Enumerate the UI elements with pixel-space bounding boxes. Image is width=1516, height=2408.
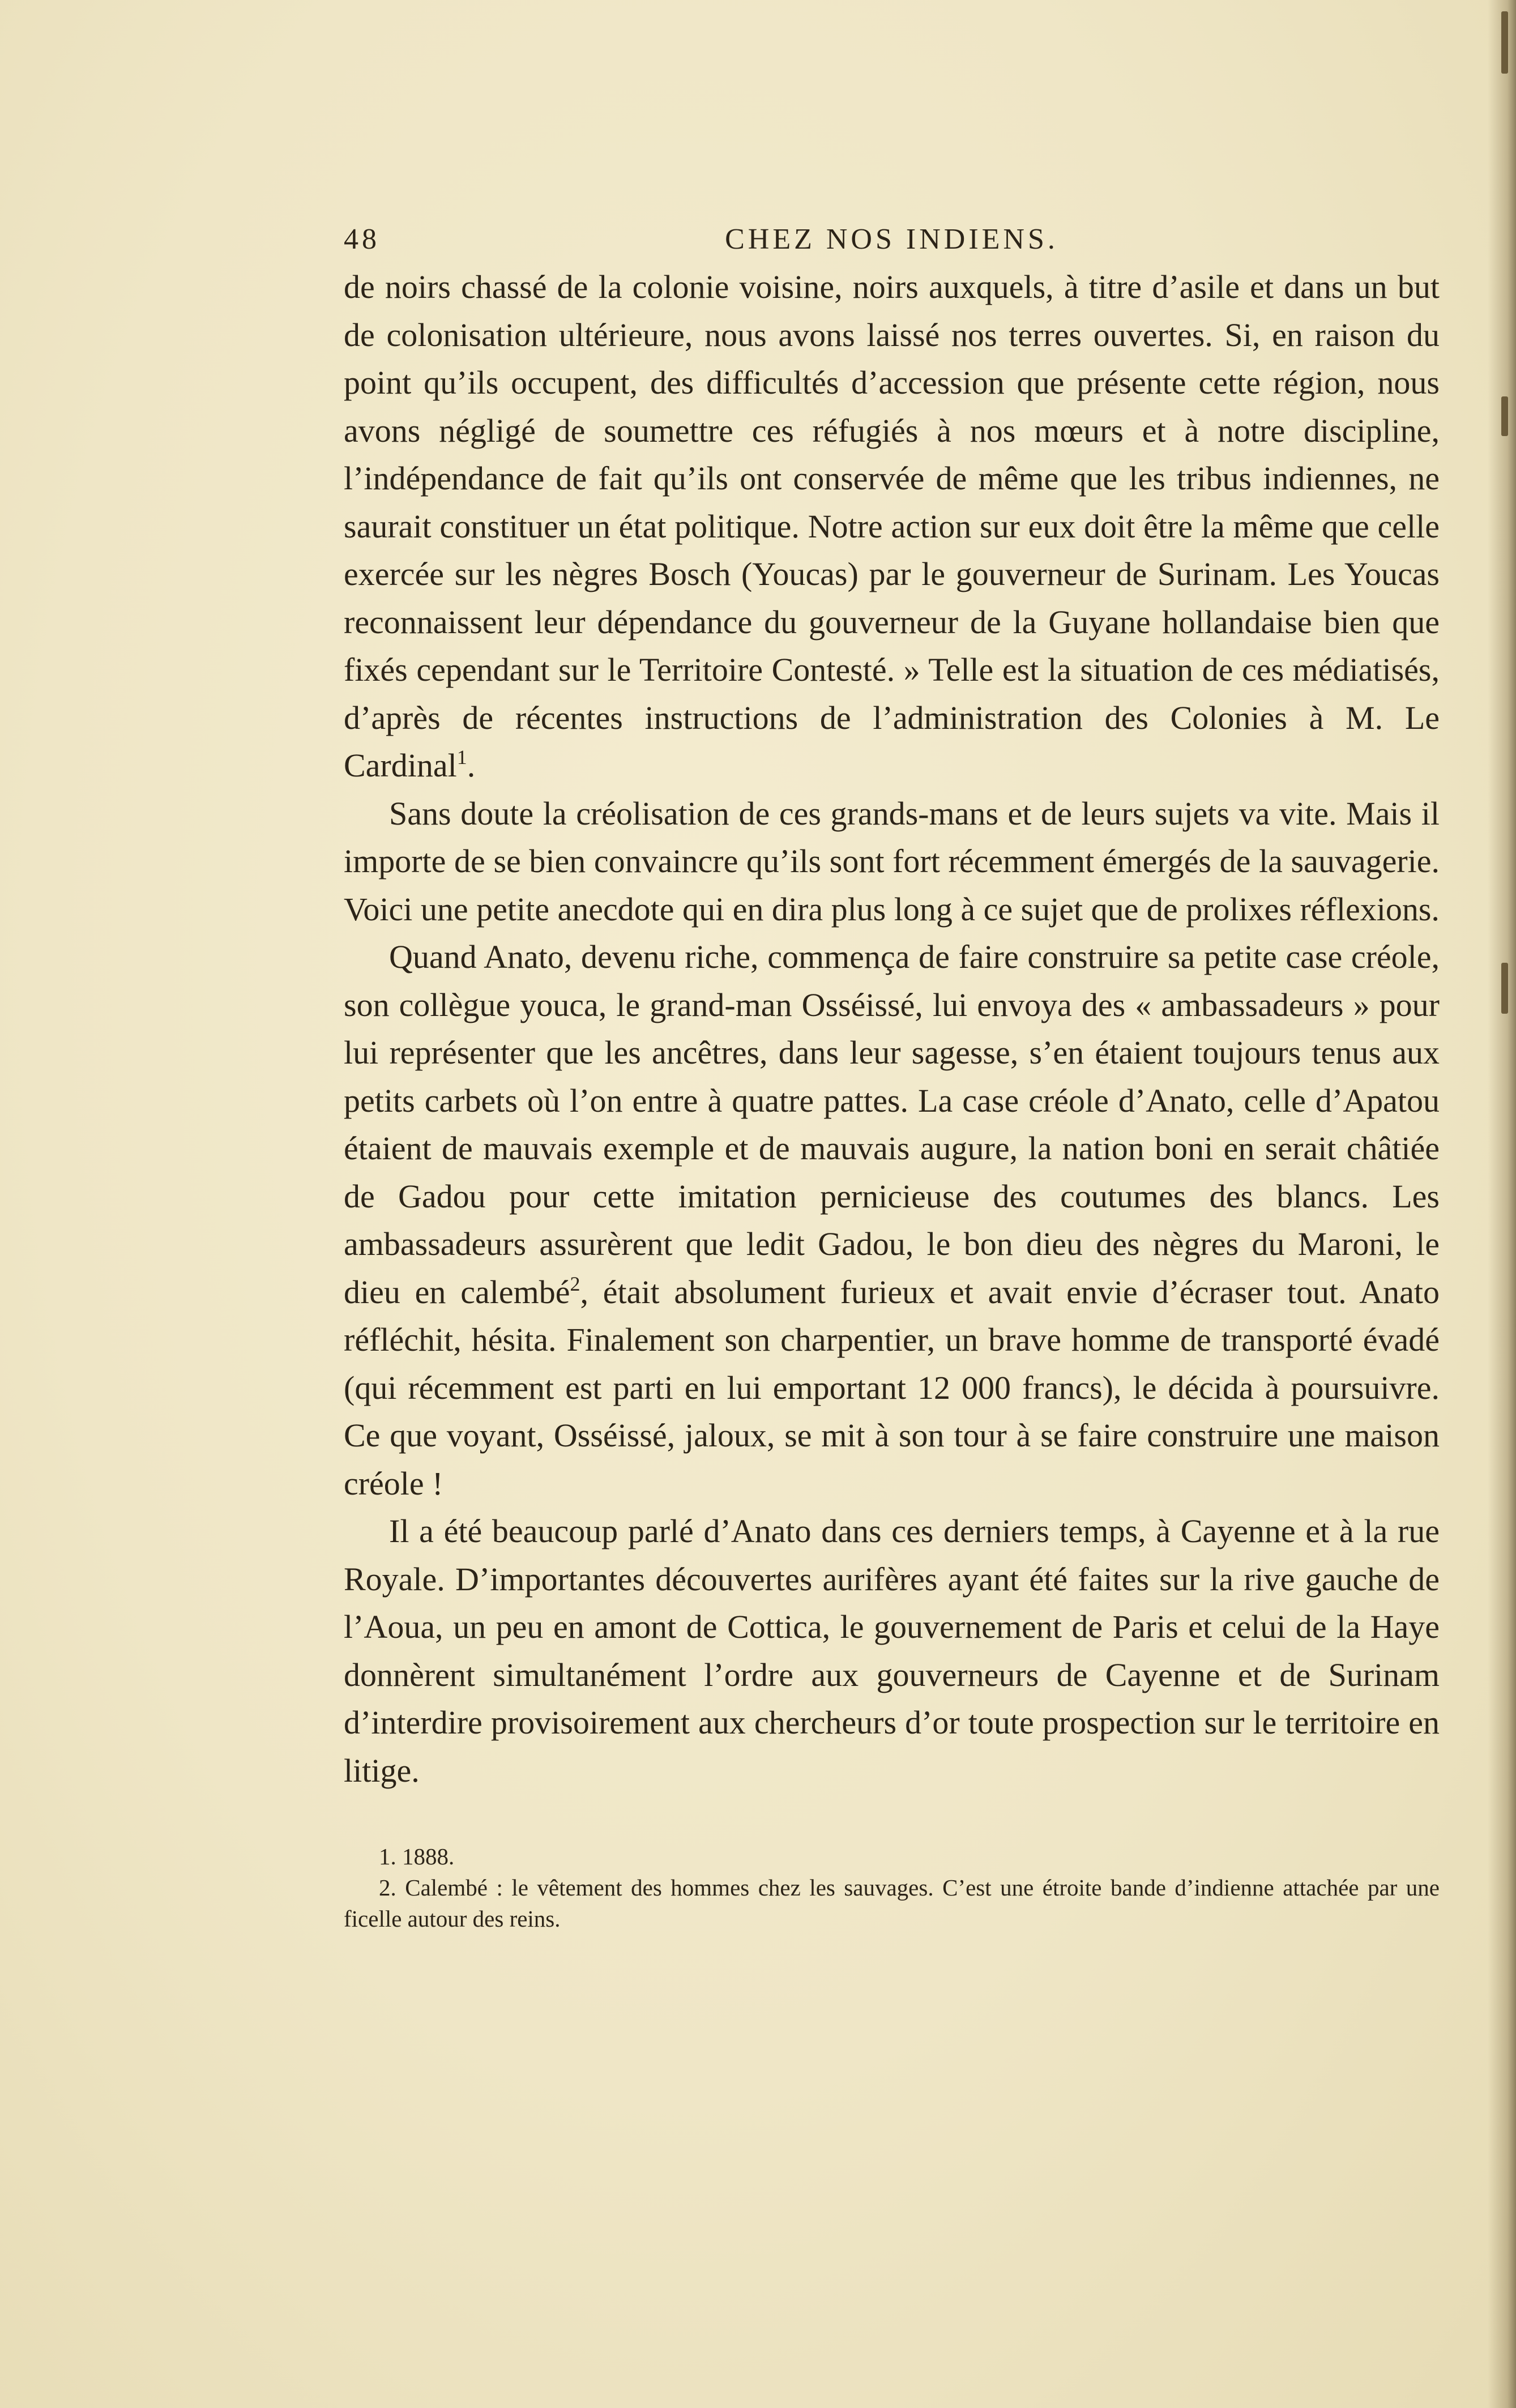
- footnote: 2. Calembé : le vêtement des hommes chez les sauvages. C’est une étroite bande d’indienne attachée par une ficelle autour des reins.: [344, 1875, 1440, 1932]
- footnote-ref: 2: [570, 1272, 580, 1295]
- paragraph: [344, 263, 1440, 790]
- text-block: [344, 218, 1440, 1935]
- text-segment: .: [467, 747, 476, 784]
- paragraph: [344, 1508, 1440, 1795]
- text-segment: Quand Anato, devenu riche, commença de faire construire sa petite case créole, son collègue youca, le grand-man Osséissé, lui envoya des « ambassadeurs » pour lui représenter que les ancêtres, dans leur sagesse, s’en étaient toujours tenus aux petits carbets où l’on entre à quatre pattes. La case créole d’Anato, celle d’Apatou étaient de mauvais exemple et de mauvais augure, la nation boni en serait châtiée de Gadou pour cette imitation pernicieuse des coutumes des blancs. Les ambassadeurs assurèrent que ledit Gadou, le bon dieu des nègres du Maroni, le dieu en calembé: [344, 938, 1440, 1310]
- binding-mark: [1501, 963, 1508, 1014]
- paragraph: [344, 790, 1440, 934]
- text-segment: Il a été beaucoup parlé d’Anato dans ces derniers temps, à Cayenne et à la rue Royale. D’importantes découvertes aurifères ayant été faites sur la rive gauche de l’Aoua, un peu en amont de Cottica, le gouvernement de Paris et celui de la Haye donnèrent simultanément l’ordre aux gouverneurs de Cayenne et de Surinam d’interdire provisoirement aux chercheurs d’or toute prospection sur le territoire en litige.: [344, 1513, 1440, 1789]
- running-title: CHEZ NOS INDIENS.: [725, 223, 1058, 255]
- footnote: 1. 1888.: [379, 1843, 455, 1869]
- text-segment: Sans doute la créolisation de ces grands-mans et de leurs sujets va vite. Mais il importe de se bien convaincre qu’ils sont fort récemment émergés de la sauvagerie. Voici une petite anecdote qui en dira plus long à ce sujet que de prolixes réflexions.: [344, 795, 1440, 928]
- binding-mark: [1501, 11, 1508, 74]
- binding-mark: [1501, 396, 1508, 436]
- footnotes: [344, 1841, 1440, 1935]
- text-segment: , était absolument furieux et avait envie d’écraser tout. Anato réfléchit, hésita. Finalement son charpentier, un brave homme de transporté évadé (qui récemment est parti en lui emportant 12 000 francs), le décida à poursuivre. Ce que voyant, Osséissé, jaloux, se mit à son tour à se faire construire une maison créole !: [344, 1273, 1440, 1502]
- page-edge-shadow: [1488, 0, 1516, 2408]
- text-segment: de noirs chassé de la colonie voisine, noirs auxquels, à titre d’asile et dans un but de colonisation ultérieure, nous avons laissé nos terres ouvertes. Si, en raison du point qu’ils occupent, des difficultés d’accession que présente cette région, nous avons négligé de soumettre ces réfugiés à nos mœurs et à notre discipline, l’indépendance de fait qu’ils ont conservée de même que les tribus indiennes, ne saurait constituer un état politique. Notre action sur eux doit être la même que celle exercée sur les nègres Bosch (Youcas) par le gouverneur de Surinam. Les Youcas reconnaissent leur dépendance du gouverneur de la Guyane hollandaise bien que fixés cependant sur le Territoire Contesté. » Telle est la situation de ces médiatisés, d’après de récentes instructions de l’administration des Colonies à M. Le Cardinal: [344, 268, 1440, 784]
- footnote-ref: 1: [456, 746, 467, 768]
- page-number: 48: [344, 223, 380, 255]
- paragraph: [344, 933, 1440, 1508]
- body-text: [344, 263, 1440, 1795]
- running-head: [344, 218, 1440, 263]
